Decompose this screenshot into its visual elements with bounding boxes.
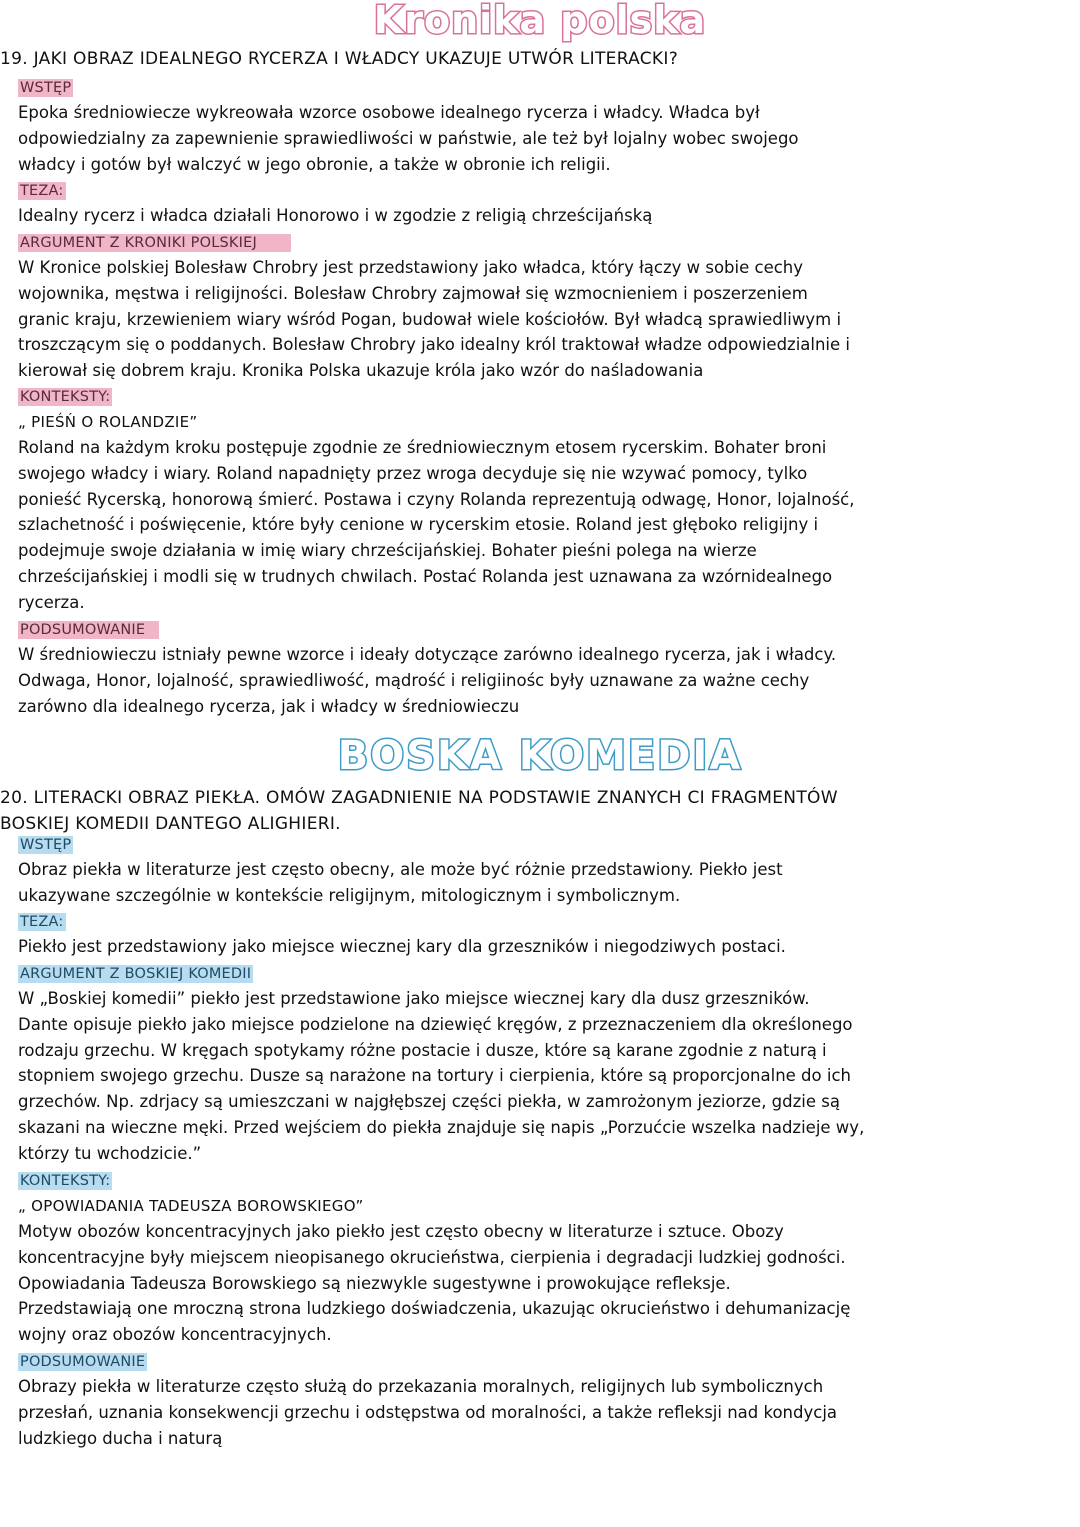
section1-question: 19. JAKI OBRAZ IDEALNEGO RYCERZA I WŁADCY UKAZUJE UTWÓR LITERACKI? — [0, 49, 679, 69]
section1-summary-label: PODSUMOWANIE — [18, 621, 159, 639]
section1-argument-text: W Kronice polskiej Bolesław Chrobry jest przedstawiony jako władca, który łączy w sobie cechy wojownika, męstwa i religijności. Bolesław Chrobry zajmował się wzmocnieniem i poszerzeniem granic kraju, krzewieniem wiary wśród Pogan, budował wiele kościołów. Był władcą sprawiedliwym i troszczącym się o poddanych. Bolesław Chrobry jako idealny król traktował władze odpowiedzialnie i kierował się dobrem kraju. Kronika Polska ukazuje króla jako wzór do naśladowania — [18, 258, 851, 381]
section2-summary-label: PODSUMOWANIE — [20, 1354, 146, 1370]
section1-thesis-text: Idealny rycerz i władca działali Honorowo i w zgodzie z religią chrześcijańską — [18, 206, 653, 225]
section2-contexts-label: KONTEKSTY: — [20, 1173, 111, 1189]
section2-argument-text: W „Boskiej komedii” piekło jest przedstawione jako miejsce wiecznej kary dla dusz grzeszników. Dante opisuje piekło jako miejsce podzielone na dziewięć kręgów, z przeznaczeniem dla określonego rodzaju grzechu. W kręgach spotykamy różne postacie i dusze, które są karane zgodnie z naturą i stopniem swojego grzechu. Dusze są narażone na tortury i cierpienia, które są proporcjonalne do ich grzechów. Np. zdrjacy są umieszczani w najgłębszej części piekła, w zamrożonym jeziorze, gdzie są skazani na wieczne męki. Przed wejściem do piekła znajduje się napis „Porzućcie wszelka nadzieje wy, którzy tu wchodzicie.” — [18, 989, 865, 1163]
section1-banner: Kronika polska — [373, 0, 707, 42]
section1-summary-text: W średniowieczu istniały pewne wzorce i ideały dotyczące zarówno idealnego rycerza, jak i władcy. Odwaga, Honor, lojalność, sprawiedliwość, mądrość i religiinośc były uznawane za ważne cechy zarówno dla idealnego rycerza, jak i władcy w średniowieczu — [18, 645, 837, 716]
section1-intro-label: WSTĘP — [20, 80, 72, 96]
section1-context-title: „ PIEŚŃ O ROLANDZIE” — [18, 413, 198, 431]
section1-thesis-label: TEZA: — [20, 183, 64, 199]
section2-context-title: „ OPOWIADANIA TADEUSZA BOROWSKIEGO” — [18, 1197, 364, 1215]
section2-thesis-label: TEZA: — [20, 914, 64, 930]
section1-context-text: Roland na każdym kroku postępuje zgodnie ze średniowiecznym etosem rycerskim. Bohater broni swojego władcy i wiary. Roland napadnięty przez wroga decyduje się nie wzywać pomocy, tylko ponieść Rycerską, honorową śmierć. Postawa i czyny Rolanda reprezentują odwagę, Honor, lojalność, szlachetność i poświęcenie, które były cenione w rycerskim etosie. Roland jest głęboko religijny i podejmuje swoje działania w imię wiary chrześcijańskiej. Bohater pieśni polega na wierze chrześcijańskiej i modli się w trudnych chwilach. Postać Rolanda jest uznawana za wzórnidealnego rycerza. — [18, 438, 855, 612]
section2-banner: BOSKA KOMEDIA — [337, 733, 743, 779]
section2-thesis-text: Piekło jest przedstawiony jako miejsce wiecznej kary dla grzeszników i niegodziwych postaci. — [18, 937, 786, 956]
section1-argument-label: ARGUMENT Z KRONIKI POLSKIEJ — [18, 234, 291, 252]
section2-intro-text: Obraz piekła w literaturze jest często obecny, ale może być różnie przedstawiony. Piekło jest ukazywane szczególnie w kontekście religijnym, mitologicznym i symbolicznym. — [18, 860, 783, 905]
section1-contexts-label: KONTEKSTY: — [20, 389, 111, 405]
section2-context-text: Motyw obozów koncentracyjnych jako piekło jest często obecny w literaturze i sztuce. Obozy koncentracyjne były miejscem nieopisanego okrucieństwa, cierpienia i degradacji ludzkiej godności. Opowiadania Tadeusza Borowskiego są niezwykle sugestywne i prowokujące refleksje. Przedstawiają one mroczną strona ludzkiego doświadczenia, ukazując okrucieństwo i dehumanizację wojny oraz obozów koncentracyjnych. — [18, 1222, 851, 1345]
section2-question: 20. LITERACKI OBRAZ PIEKŁA. OMÓW ZAGADNIENIE NA PODSTAWIE ZNANYCH CI FRAGMENTÓW BOSKIEJ KOMEDII DANTEGO ALIGHIERI. — [0, 788, 838, 834]
section2-intro-label: WSTĘP — [20, 837, 72, 853]
section2-summary-text: Obrazy piekła w literaturze często służą do przekazania moralnych, religijnych lub symbolicznych przesłań, uznania konsekwencji grzechu i odstępstwa od moralności, a także refleksji nad kondycja ludzkiego ducha i naturą — [18, 1377, 838, 1448]
section2-argument-label: ARGUMENT Z BOSKIEJ KOMEDII — [20, 966, 252, 982]
section1-intro-text: Epoka średniowiecze wykreowała wzorce osobowe idealnego rycerza i władcy. Władca był odpowiedzialny za zapewnienie sprawiedliwości w państwie, ale też był lojalny wobec swojego władcy i gotów był walczyć w jego obronie, a także w obronie ich religii. — [18, 103, 799, 174]
